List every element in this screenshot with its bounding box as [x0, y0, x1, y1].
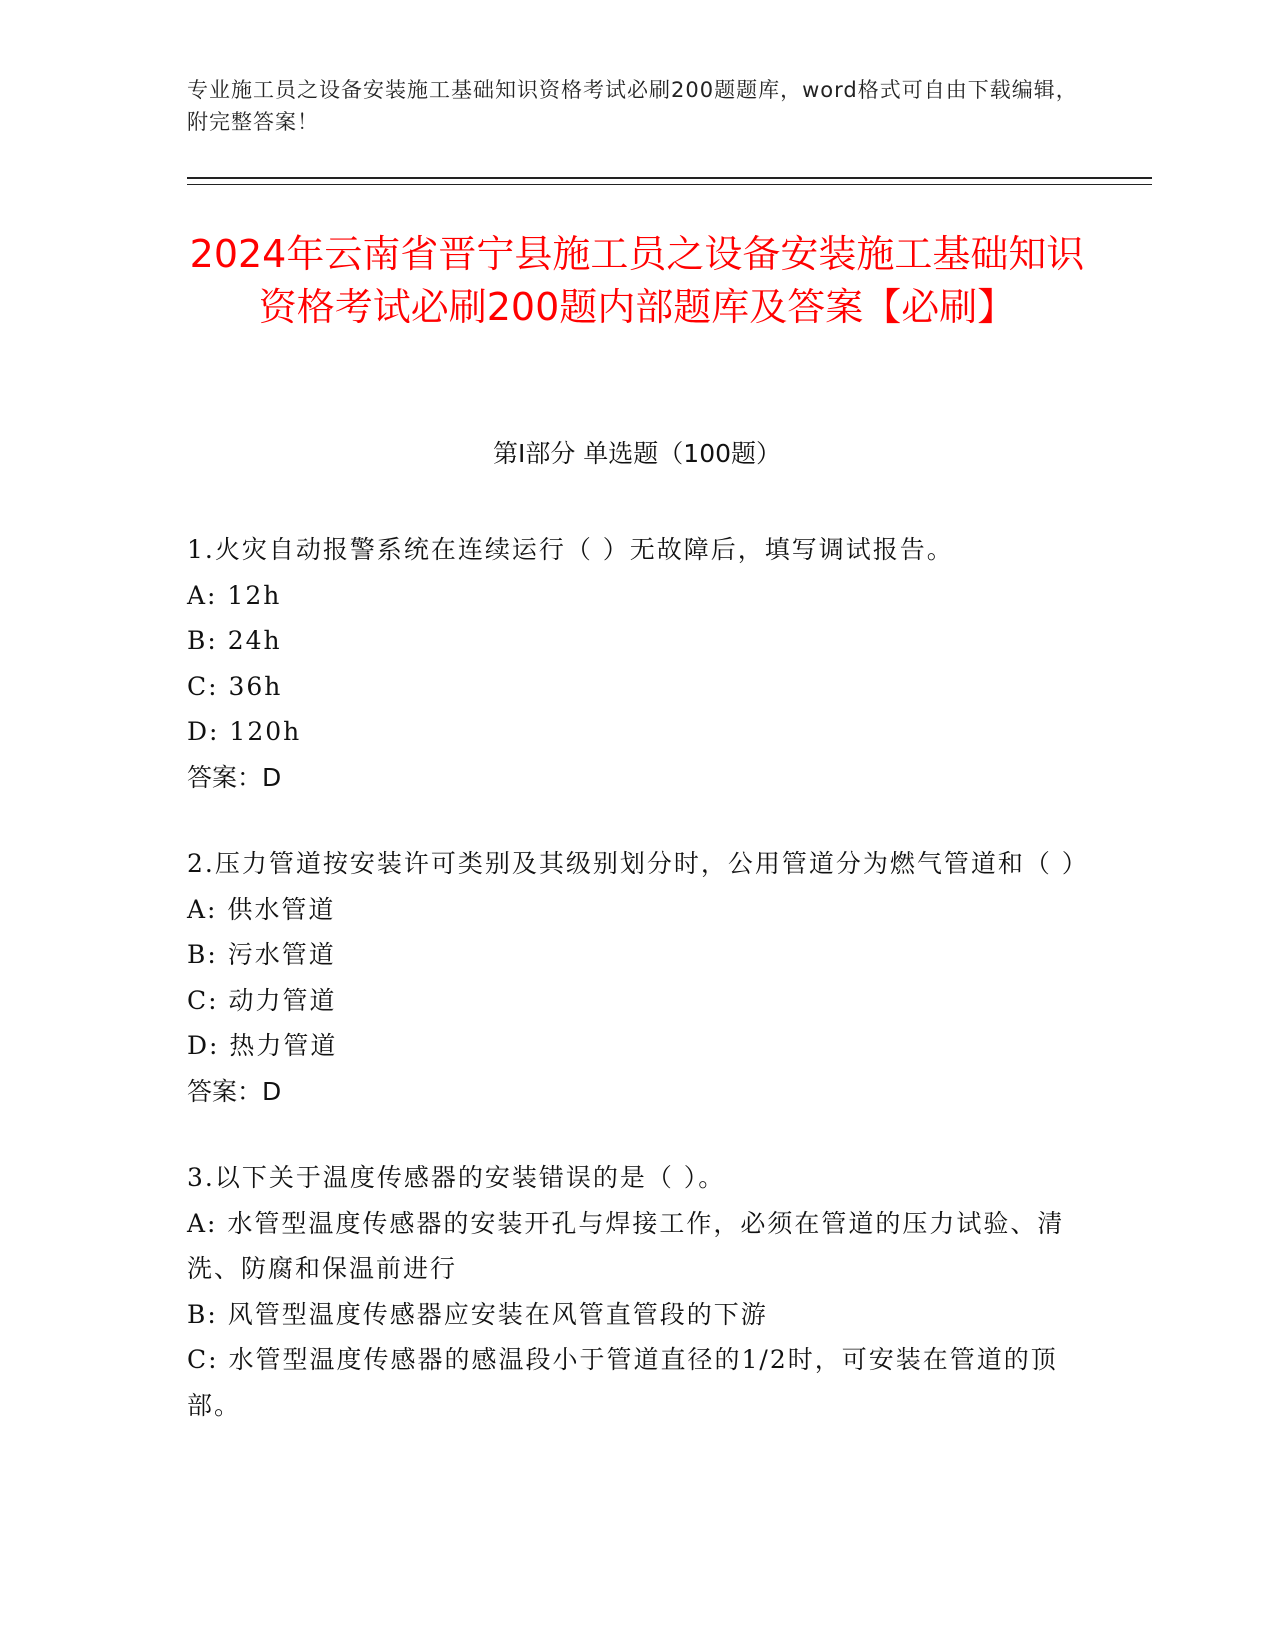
- question-option: D: 热力管道: [187, 1031, 338, 1060]
- question-option: C: 水管型温度传感器的感温段小于管道直径的1/2时，可安装在管道的顶部。: [187, 1345, 1058, 1420]
- question-option: C: 36h: [187, 671, 283, 701]
- question-option: B: 风管型温度传感器应安装在风管直管段的下游: [187, 1299, 768, 1329]
- question-list: [187, 527, 1087, 1469]
- question-option: A: 12h: [187, 580, 282, 610]
- question-option: A: 供水管道: [187, 894, 336, 924]
- question-stem: 3.以下关于温度传感器的安装错误的是（ ）。: [187, 1163, 726, 1192]
- question-1: [187, 527, 1087, 800]
- question-option: B: 污水管道: [187, 940, 336, 969]
- question-option: B: 24h: [187, 626, 282, 655]
- header-note: 专业施工员之设备安装施工基础知识资格考试必刷200题题库，word格式可自由下载编辑，附完整答案！: [187, 78, 1078, 134]
- question-answer: 答案：D: [187, 762, 282, 792]
- question-option: C: 动力管道: [187, 985, 337, 1015]
- section-title: 第Ⅰ部分 单选题（100题）: [492, 439, 782, 468]
- question-option: A: 水管型温度传感器的安装开孔与焊接工作，必须在管道的压力试验、清洗、防腐和保温前进行: [187, 1208, 1065, 1283]
- header-divider-thin: [187, 184, 1152, 185]
- question-3: [187, 1155, 1087, 1428]
- question-answer: 答案：D: [187, 1076, 282, 1106]
- question-stem: 1.火灾自动报警系统在连续运行（ ）无故障后，填写调试报告。: [187, 535, 954, 564]
- question-2: [187, 841, 1087, 1114]
- header-divider-thick: [187, 177, 1152, 179]
- document-title: 2024年云南省晋宁县施工员之设备安装施工基础知识资格考试必刷200题内部题库及答案【必刷】: [189, 232, 1085, 329]
- question-option: D: 120h: [187, 717, 302, 746]
- question-stem: 2.压力管道按安装许可类别及其级别划分时，公用管道分为燃气管道和（ ）: [187, 849, 1089, 878]
